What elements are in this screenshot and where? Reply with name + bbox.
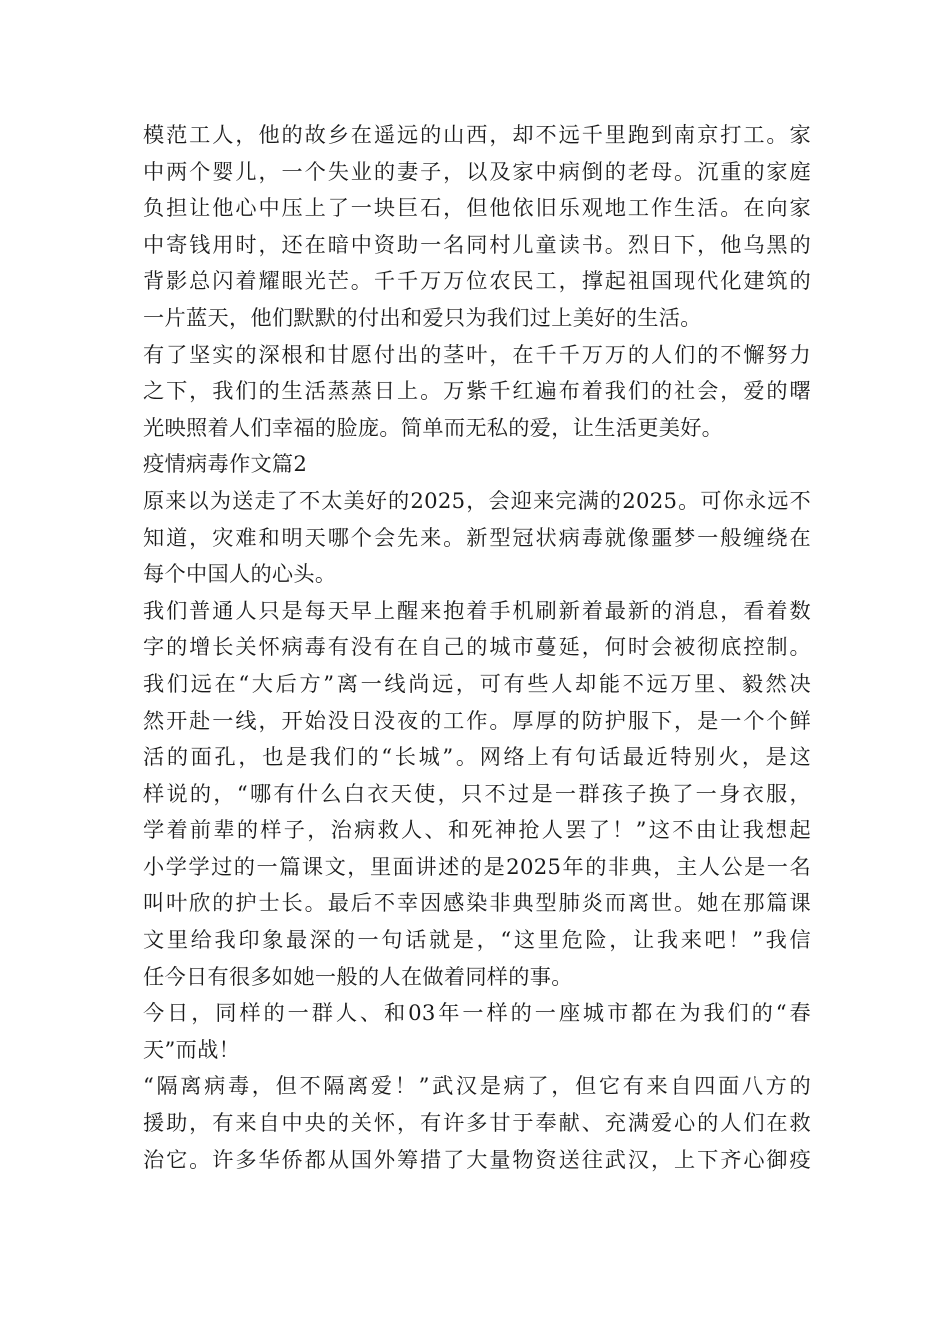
text-line: 我们远在“大后方”离一线尚远，可有些人却能不远万里、毅然决 [143,670,811,696]
text-line: 小学学过的一篇课文，里面讲述的是2025年的非典，主人公是一名 [143,853,811,879]
text-line: 援助，有来自中央的关怀，有许多甘于奉献、充满爱心的人们在救 [143,1110,811,1136]
text-line: 之下，我们的生活蒸蒸日上。万紫千红遍布着我们的社会，爱的曙 [143,378,811,404]
text-line: 任今日有很多如她一般的人在做着同样的事。 [143,963,573,989]
document-body [143,117,811,1178]
text-line: 中寄钱用时，还在暗中资助一名同村儿童读书。烈日下，他乌黑的 [143,231,811,257]
section-heading: 疫情病毒作文篇2 [143,451,308,477]
text-line: 我们普通人只是每天早上醒来抱着手机刷新着最新的消息，看着数 [143,597,811,623]
text-line: 背影总闪着耀眼光芒。千千万万位农民工，撑起祖国现代化建筑的 [143,268,811,294]
text-line: 有了坚实的深根和甘愿付出的茎叶，在千千万万的人们的不懈努力 [143,341,811,367]
text-line: 样说的，“哪有什么白衣天使，只不过是一群孩子换了一身衣服， [143,780,811,806]
text-line: “隔离病毒，但不隔离爱！”武汉是病了，但它有来自四面八方的 [143,1073,811,1099]
text-line: 天”而战！ [143,1036,241,1062]
text-line: 今日，同样的一群人、和03年一样的一座城市都在为我们的“春 [143,1000,811,1026]
text-line: 光映照着人们幸福的脸庞。简单而无私的爱，让生活更美好。 [143,414,724,440]
text-line: 叫叶欣的护士长。最后不幸因感染非典型肺炎而离世。她在那篇课 [143,890,811,916]
text-line: 活的面孔，也是我们的“长城”。网络上有句话最近特别火，是这 [143,744,811,770]
text-line: 知道，灾难和明天哪个会先来。新型冠状病毒就像噩梦一般缠绕在 [143,524,811,550]
text-line: 学着前辈的样子，治病救人、和死神抢人罢了！”这不由让我想起 [143,817,811,843]
text-line: 负担让他心中压上了一块巨石，但他依旧乐观地工作生活。在向家 [143,195,811,221]
text-line: 中两个婴儿，一个失业的妻子，以及家中病倒的老母。沉重的家庭 [143,158,811,184]
text-line: 每个中国人的心头。 [143,561,337,587]
text-line: 治它。许多华侨都从国外筹措了大量物资送往武汉，上下齐心御疫 [143,1146,811,1172]
text-line: 字的增长关怀病毒有没有在自己的城市蔓延，何时会被彻底控制。 [143,634,811,660]
text-line: 原来以为送走了不太美好的2025，会迎来完满的2025。可你永远不 [143,487,811,513]
text-line: 然开赴一线，开始没日没夜的工作。厚厚的防护服下，是一个个鲜 [143,707,811,733]
text-line: 模范工人，他的故乡在遥远的山西，却不远千里跑到南京打工。家 [143,122,811,147]
text-line: 一片蓝天，他们默默的付出和爱只为我们过上美好的生活。 [143,304,702,330]
text-line: 文里给我印象最深的一句话就是，“这里危险，让我来吧！”我信 [143,927,811,953]
